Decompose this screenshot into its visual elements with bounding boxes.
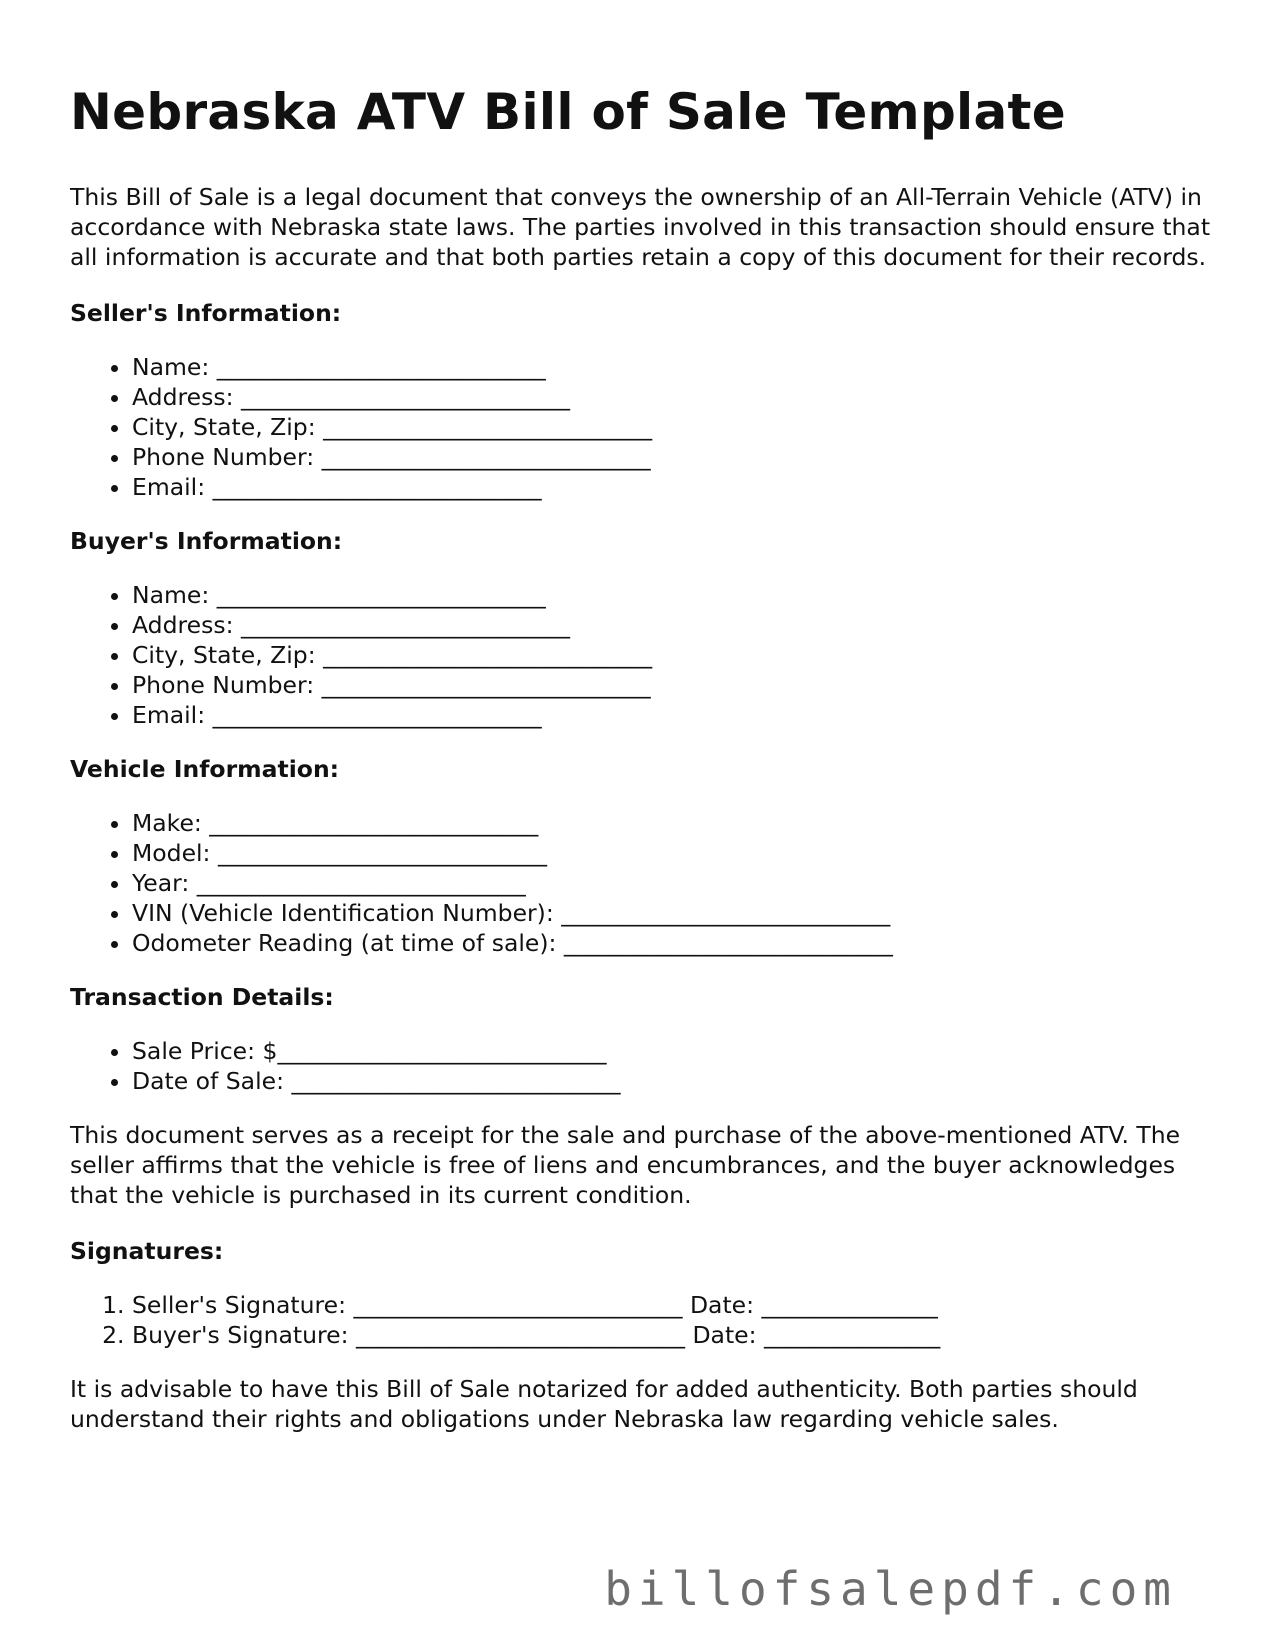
receipt-paragraph: This document serves as a receipt for the sale and purchase of the above-mentioned ATV. The seller affirms that the vehicle is free of liens and encumbrances, and the buyer acknowledges that the vehicle is purchased in its current condition. <box>70 1121 1181 1209</box>
buyer-signature-line: 2. Buyer's Signature: ____________________________ Date: _______________ <box>132 1320 1220 1350</box>
document-page <box>70 82 1220 1460</box>
buyer-fields-list <box>70 580 1220 730</box>
vehicle-fields-list <box>70 808 1220 958</box>
seller-address-field: • Address: ____________________________ <box>132 382 1220 412</box>
seller-signature-line: 1. Seller's Signature: ____________________________ Date: _______________ <box>132 1290 1220 1320</box>
site-watermark: billofsalepdf.com <box>604 1562 1177 1616</box>
vehicle-make-field: • Make: ____________________________ <box>132 808 1220 838</box>
seller-city-state-zip-field: • City, State, Zip: ____________________________ <box>132 412 1220 442</box>
vehicle-year-field: • Year: ____________________________ <box>132 868 1220 898</box>
transaction-heading: Transaction Details: <box>70 983 334 1011</box>
vehicle-model-field: • Model: ____________________________ <box>132 838 1220 868</box>
buyer-email-field: • Email: ____________________________ <box>132 700 1220 730</box>
sale-price-field: • Sale Price: $____________________________ <box>132 1036 1220 1066</box>
buyer-phone-field: • Phone Number: ____________________________ <box>132 670 1220 700</box>
buyer-address-field: • Address: ____________________________ <box>132 610 1220 640</box>
buyer-heading: Buyer's Information: <box>70 527 343 555</box>
transaction-fields-list <box>70 1036 1220 1096</box>
signatures-heading: Signatures: <box>70 1237 224 1265</box>
buyer-name-field: • Name: ____________________________ <box>132 580 1220 610</box>
seller-name-field: • Name: ____________________________ <box>132 352 1220 382</box>
sale-date-field: • Date of Sale: ____________________________ <box>132 1066 1220 1096</box>
page-title: Nebraska ATV Bill of Sale Template <box>70 83 1066 141</box>
seller-heading: Seller's Information: <box>70 299 342 327</box>
signatures-list <box>70 1290 1220 1350</box>
closing-paragraph: It is advisable to have this Bill of Sale notarized for added authenticity. Both parties should understand their rights and obligations under Nebraska law regarding vehicle sales. <box>70 1375 1138 1433</box>
vehicle-vin-field: • VIN (Vehicle Identification Number): ____________________________ <box>132 898 1220 928</box>
intro-paragraph: This Bill of Sale is a legal document that conveys the ownership of an All-Terrain Vehicle (ATV) in accordance with Nebraska state laws. The parties involved in this transaction should ensure that all information is accurate and that both parties retain a copy of this document for their records. <box>70 183 1211 271</box>
vehicle-heading: Vehicle Information: <box>70 755 340 783</box>
seller-phone-field: • Phone Number: ____________________________ <box>132 442 1220 472</box>
seller-fields-list <box>70 352 1220 502</box>
buyer-city-state-zip-field: • City, State, Zip: ____________________________ <box>132 640 1220 670</box>
vehicle-odometer-field: • Odometer Reading (at time of sale): ____________________________ <box>132 928 1220 958</box>
seller-email-field: • Email: ____________________________ <box>132 472 1220 502</box>
